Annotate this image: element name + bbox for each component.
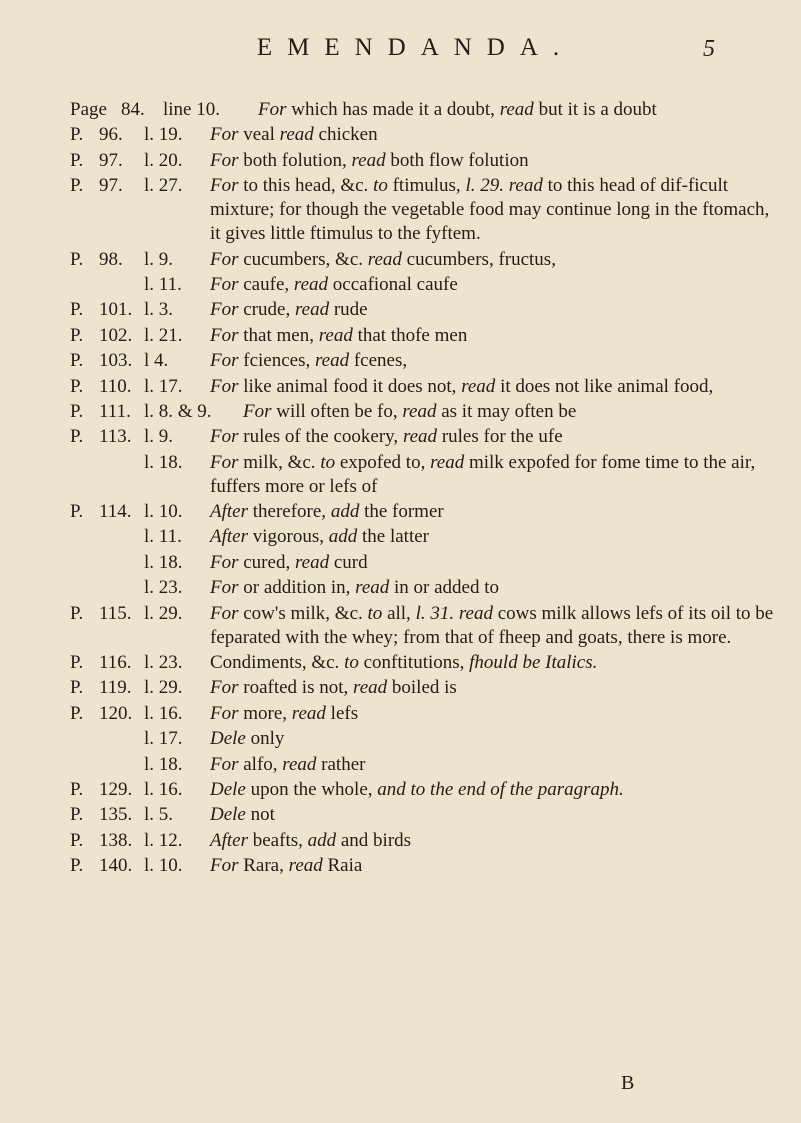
entry-text (210, 375, 782, 399)
entry-line: l. 10. (144, 855, 183, 877)
entry-operation: read (314, 350, 354, 372)
entry-operation: add (328, 526, 362, 548)
entry-page: 97. (99, 175, 123, 197)
entry-text (243, 400, 801, 424)
entry-text (210, 298, 782, 322)
entry-page: 138. (99, 829, 133, 851)
entry-correction: the former (364, 501, 444, 523)
catchword: B (621, 1072, 635, 1094)
entry-line: l. 18. (144, 451, 183, 473)
entry-label: For (210, 299, 244, 321)
entry-line: l. 23. (144, 652, 183, 674)
entry-operation: read (430, 451, 469, 473)
entry-page: 129. (99, 778, 133, 800)
entry-prefix: P. (70, 149, 84, 171)
entry-original: like animal food it does not, (243, 375, 462, 397)
errata-entry (0, 803, 801, 827)
entry-correction: cows milk allows lefs of its oil to be feparated with the whey; from that of fheep and goats, there is more. (210, 602, 774, 648)
entry-prefix: P. (70, 248, 84, 270)
entry-operation: read (367, 248, 407, 270)
entry-original: therefore, (252, 501, 331, 523)
errata-entry (0, 576, 801, 600)
entry-operation: read (402, 426, 442, 448)
errata-entry (0, 273, 801, 297)
entry-original: which has made it a doubt, (291, 99, 500, 120)
entry-label: For (243, 400, 277, 422)
entry-line: l. 29. (144, 602, 183, 624)
errata-entry (0, 651, 801, 675)
entry-line: line 10. (163, 99, 220, 120)
page-header: EMENDANDA. (256, 34, 575, 61)
entry-correction: as it may often be (441, 400, 577, 422)
entry-original: only (250, 728, 285, 750)
entry-correction: curd (333, 551, 368, 573)
entry-page: 97. (99, 149, 123, 171)
entry-text (210, 727, 782, 751)
entry-prefix: P. (70, 124, 84, 146)
entry-italic-tail: and to the end of the paragraph. (377, 778, 624, 800)
errata-entry (0, 778, 801, 802)
entry-label: For (210, 855, 244, 877)
entry-prefix: P. (70, 375, 84, 397)
entry-operation: add (330, 501, 365, 523)
entry-original: or addition in, (243, 577, 356, 599)
errata-entry (0, 854, 801, 878)
entry-label: For (210, 753, 244, 775)
entry-correction: lefs (330, 702, 359, 724)
entry-operation: read (351, 149, 391, 171)
errata-entry (0, 324, 801, 348)
entry-correction: conftitutions, (363, 652, 470, 674)
entry-text (210, 324, 782, 348)
entry-operation: read (499, 99, 539, 120)
entry-operation: read (461, 375, 501, 397)
errata-entry (0, 702, 801, 726)
entry-prefix: P. (70, 677, 84, 699)
entry-text (210, 778, 782, 802)
entry-correction: ftimulus, (392, 175, 466, 197)
entry-page: 116. (99, 652, 132, 674)
entry-text (210, 248, 782, 272)
entry-label: After (210, 526, 253, 548)
entry-text (210, 425, 782, 449)
entry-line: l. 11. (144, 273, 182, 295)
entry-prefix: P. (70, 829, 84, 851)
entry-prefix: P. (70, 350, 84, 372)
entry-label: Dele (210, 804, 251, 826)
entry-operation: read (294, 551, 334, 573)
entry-text (210, 500, 782, 524)
entry-prefix: P. (70, 400, 84, 422)
entry-correction: but it is a doubt (538, 99, 657, 120)
entry-operation: read (458, 602, 498, 624)
errata-entry (0, 149, 801, 173)
errata-entry (0, 500, 801, 524)
entry-correction: it does not like animal food, (500, 375, 714, 397)
entry-prefix: P. (70, 299, 84, 321)
entry-text (210, 651, 782, 675)
entry-line-ref: l. 29. (465, 175, 509, 197)
errata-entry (0, 551, 801, 575)
entry-label: After (210, 501, 253, 523)
entry-correction: Raia (327, 855, 363, 877)
entry-correction: chicken (318, 124, 378, 146)
entry-correction: the latter (362, 526, 429, 548)
entry-text (210, 829, 782, 853)
entry-italic-tail: fhould be Italics. (469, 652, 598, 674)
page-number: 5 (703, 36, 715, 62)
entry-prefix: P. (70, 175, 84, 197)
entry-line-ref: l. 31. (415, 602, 459, 624)
entry-original: cucumbers, &c. (243, 248, 368, 270)
errata-entry (0, 829, 801, 853)
entry-original: more, (243, 702, 292, 724)
entry-line: l. 18. (144, 551, 183, 573)
entry-prefix: P. (70, 602, 84, 624)
entry-correction: occafional caufe (332, 273, 458, 295)
entry-page: 111. (99, 400, 131, 422)
entry-original: to this head, &c. (243, 175, 374, 197)
entry-label: For (210, 375, 244, 397)
entry-line: l. 16. (144, 702, 183, 724)
entry-original: veal (243, 124, 280, 146)
entry-page: 113. (99, 426, 132, 448)
entry-label: For (210, 175, 244, 197)
entry-correction: milk expofed for fome time to the air, fuffers more or lefs of (210, 451, 756, 497)
entry-page: 135. (99, 804, 133, 826)
entry-line: l. 16. (144, 778, 183, 800)
entry-operation: read (293, 273, 333, 295)
entry-correction: cucumbers, fructus, (406, 248, 556, 270)
entry-prefix: P. (70, 778, 84, 800)
entry-correction: all, (387, 602, 416, 624)
entry-line: l. 29. (144, 677, 183, 699)
entry-correction: fcenes, (353, 350, 408, 372)
errata-entry (0, 298, 801, 322)
errata-entry (0, 525, 801, 549)
entry-line: l. 27. (144, 175, 183, 197)
entry-label: After (210, 829, 253, 851)
entry-original: both folution, (243, 149, 352, 171)
entry-correction: both flow folution (390, 149, 529, 171)
entry-label: For (210, 451, 244, 473)
entry-text (210, 451, 782, 499)
entry-original: beafts, (252, 829, 308, 851)
entry-original: vigorous, (252, 526, 329, 548)
entry-page: 119. (99, 677, 132, 699)
entry-correction: and birds (340, 829, 412, 851)
entry-correction: expofed to, (339, 451, 431, 473)
errata-entry (0, 753, 801, 777)
entry-text (210, 602, 782, 650)
entry-operation: read (294, 299, 334, 321)
entry-original: rules of the cookery, (243, 426, 403, 448)
entry-text (210, 174, 782, 246)
entry-page: 84. (121, 99, 145, 120)
entry-line: l. 9. (144, 248, 174, 270)
entry-line: l. 23. (144, 577, 183, 599)
errata-entry (0, 98, 801, 122)
entry-label: For (210, 350, 244, 372)
errata-entry (0, 602, 801, 650)
errata-entry (0, 425, 801, 449)
entry-label: For (210, 426, 244, 448)
entry-label: For (210, 324, 244, 346)
entry-line: l. 17. (144, 728, 183, 750)
entry-text (210, 676, 782, 700)
entry-line: l. 18. (144, 753, 183, 775)
entry-operation: add (307, 829, 341, 851)
entry-text (210, 149, 782, 173)
entry-original: that men, (243, 324, 319, 346)
entry-page: 115. (99, 602, 132, 624)
entry-label: Condiments, &c. (210, 652, 345, 674)
entry-operation: read (402, 400, 442, 422)
entry-line: l. 8. & 9. (144, 400, 212, 422)
entry-page: 96. (99, 124, 123, 146)
entry-operation: to (373, 175, 393, 197)
entry-correction: in or added to (394, 577, 500, 599)
entry-correction: rather (321, 753, 366, 775)
entry-label: Dele (210, 778, 251, 800)
entry-text (210, 551, 782, 575)
entry-operation: read (318, 324, 358, 346)
entry-line: l. 17. (144, 375, 183, 397)
entry-original: not (250, 804, 275, 826)
entry-prefix: P. (70, 804, 84, 826)
entry-original: cow's milk, &c. (243, 602, 368, 624)
entry-correction: boiled is (391, 677, 457, 699)
entry-original: milk, &c. (243, 451, 321, 473)
entry-line: l. 5. (144, 804, 174, 826)
entry-prefix: Page (70, 99, 107, 120)
entry-operation: read (508, 175, 548, 197)
entry-label: For (210, 149, 244, 171)
entry-prefix: P. (70, 855, 84, 877)
entry-text (210, 753, 782, 777)
entry-line: l. 11. (144, 526, 182, 548)
entry-page: 140. (99, 855, 133, 877)
entry-line: l. 9. (144, 426, 174, 448)
entry-label: For (210, 248, 244, 270)
entry-prefix: P. (70, 426, 84, 448)
errata-entry (0, 174, 801, 246)
errata-list (0, 98, 801, 880)
entry-line: l. 20. (144, 149, 183, 171)
entry-line: l. 12. (144, 829, 183, 851)
entry-correction: that thofe men (357, 324, 468, 346)
entry-operation: read (355, 577, 395, 599)
entry-page: 103. (99, 350, 133, 372)
errata-entry (0, 375, 801, 399)
entry-correction: rules for the ufe (441, 426, 563, 448)
entry-prefix: P. (70, 702, 84, 724)
entry-label: For (210, 677, 244, 699)
entry-prefix: P. (70, 652, 84, 674)
entry-original: upon the whole, (250, 778, 378, 800)
entry-original: caufe, (243, 273, 294, 295)
errata-entry (0, 248, 801, 272)
entry-label: For (210, 124, 244, 146)
entry-original: cured, (243, 551, 295, 573)
entry-page: 120. (99, 702, 133, 724)
entry-text (210, 854, 782, 878)
entry-correction: to this head of dif-ficult mixture; for though the vegetable food may continue long in the ftomach, it gives little ftimulus to the fyftem. (210, 175, 770, 245)
entry-page: 110. (99, 375, 132, 397)
entry-correction: rude (333, 299, 368, 321)
entry-page: 114. (99, 501, 132, 523)
entry-prefix: P. (70, 501, 84, 523)
entry-original: Rara, (243, 855, 289, 877)
entry-original: alfo, (243, 753, 283, 775)
errata-entry (0, 451, 801, 499)
entry-operation: read (288, 855, 328, 877)
entry-label: For (210, 602, 244, 624)
errata-entry (0, 676, 801, 700)
entry-label: Dele (210, 728, 251, 750)
entry-operation: read (291, 702, 331, 724)
errata-entry (0, 123, 801, 147)
errata-entry (0, 727, 801, 751)
entry-page: 101. (99, 299, 133, 321)
entry-operation: to (367, 602, 388, 624)
entry-line: l. 21. (144, 324, 183, 346)
entry-label: For (210, 273, 244, 295)
entry-label: For (210, 577, 244, 599)
entry-text (258, 98, 801, 122)
entry-prefix: P. (70, 324, 84, 346)
entry-text (210, 349, 782, 373)
entry-line: l. 10. (144, 501, 183, 523)
entry-original: will often be fo, (276, 400, 403, 422)
entry-text (210, 576, 782, 600)
entry-label: For (210, 702, 244, 724)
entry-text (210, 525, 782, 549)
entry-operation: read (353, 677, 392, 699)
entry-label: For (258, 99, 292, 120)
entry-line: l. 19. (144, 124, 183, 146)
entry-original: fciences, (243, 350, 315, 372)
entry-text (210, 803, 782, 827)
entry-label: For (210, 551, 244, 573)
entry-operation: read (282, 753, 322, 775)
entry-original: roafted is not, (243, 677, 354, 699)
errata-entry (0, 400, 801, 424)
entry-operation: read (279, 124, 319, 146)
entry-page: 98. (99, 248, 123, 270)
entry-page: 102. (99, 324, 133, 346)
errata-entry (0, 349, 801, 373)
entry-original: crude, (243, 299, 295, 321)
entry-text (210, 702, 782, 726)
entry-operation: to (344, 652, 364, 674)
entry-operation: to (320, 451, 340, 473)
entry-line: l. 3. (144, 299, 174, 321)
entry-text (210, 273, 782, 297)
entry-line: l 4. (144, 350, 169, 372)
entry-text (210, 123, 782, 147)
